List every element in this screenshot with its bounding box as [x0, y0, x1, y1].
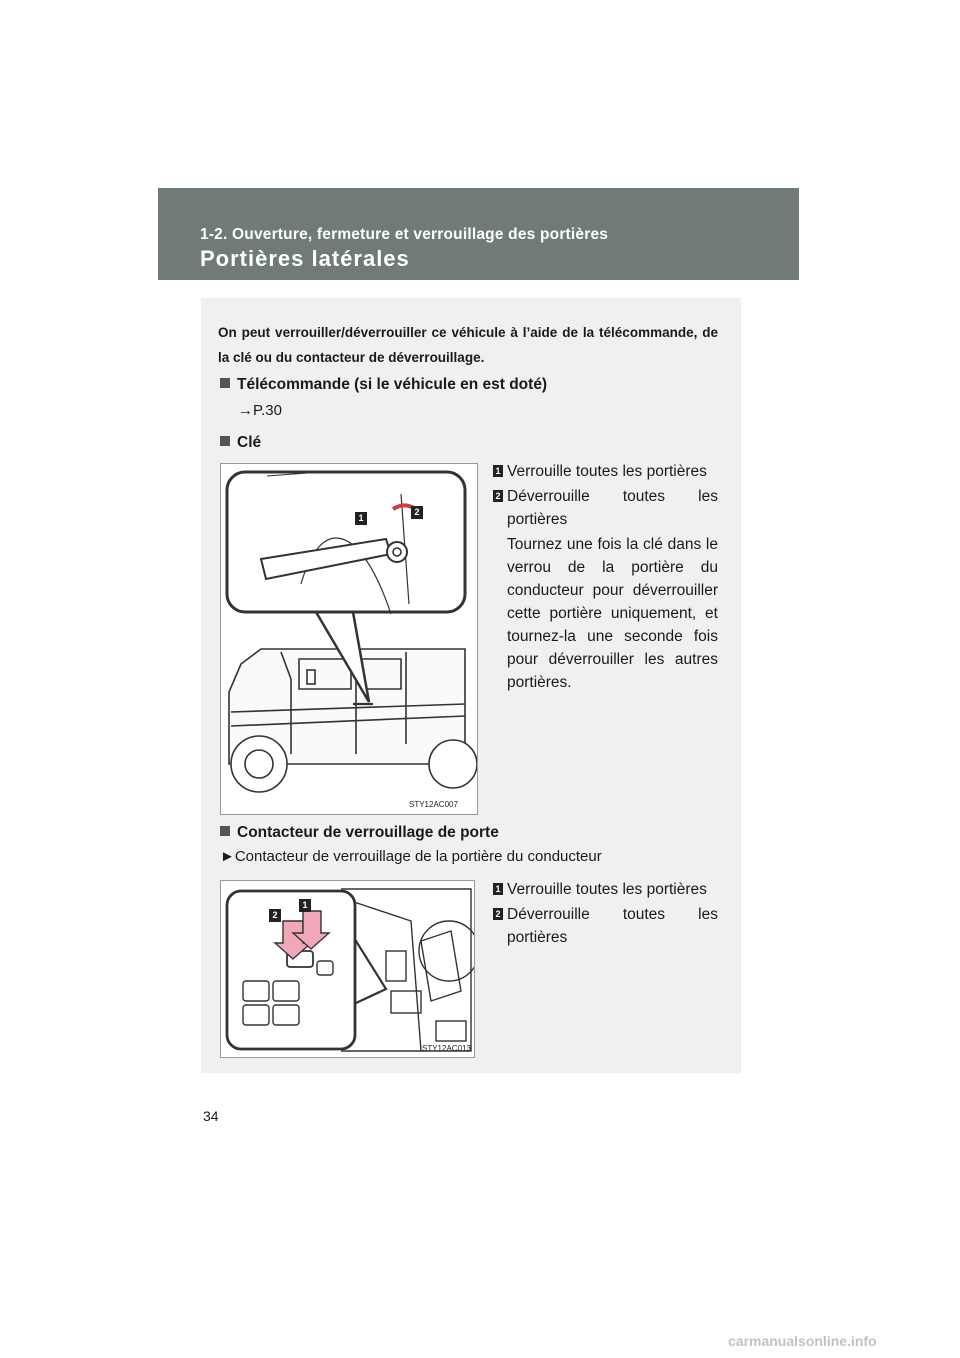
switch-illustration	[221, 881, 474, 1057]
remote-heading	[220, 376, 547, 394]
key-figure	[220, 463, 478, 815]
key-illustration	[221, 464, 477, 814]
remote-heading-text: Télécommande (si le véhicule en est doté)	[237, 376, 548, 393]
callout-2: 2	[411, 506, 423, 519]
page-reference: →P.30	[238, 402, 282, 419]
switch-heading	[220, 824, 499, 842]
content-panel	[201, 298, 741, 1073]
intro-text: On peut verrouiller/déverrouiller ce véhicule à l’aide de la télécommande, de la clé ou du contacteur de déverrouillage.	[218, 325, 718, 365]
item-text: Déverrouille toutes les portières	[507, 906, 718, 946]
square-bullet-icon	[220, 378, 230, 388]
figure-code: STY12AC013	[422, 1044, 471, 1053]
section-title: 1-2. Ouverture, fermeture et verrouillage des portières	[200, 226, 609, 243]
list-item	[493, 485, 718, 531]
square-bullet-icon	[220, 436, 230, 446]
callout-1: 1	[355, 512, 367, 525]
number-badge: 1	[493, 465, 503, 477]
key-items	[493, 460, 718, 694]
list-item	[493, 903, 718, 949]
watermark: carmanualsonline.info	[728, 1333, 877, 1349]
list-item	[493, 878, 718, 901]
page-number: 34	[203, 1108, 219, 1124]
number-badge: 2	[493, 490, 503, 502]
figure-code: STY12AC007	[409, 800, 458, 809]
page-title: Portières latérales	[200, 246, 410, 271]
key-heading-text: Clé	[237, 434, 262, 451]
square-bullet-icon	[220, 826, 230, 836]
number-badge: 1	[493, 883, 503, 895]
item-text: Verrouille toutes les portières	[507, 463, 707, 480]
callout-1: 1	[299, 899, 311, 912]
switch-items	[493, 878, 718, 949]
number-badge: 2	[493, 908, 503, 920]
switch-subheading: ►Contacteur de verrouillage de la portière du conducteur	[220, 848, 602, 865]
key-note: Tournez une fois la clé dans le verrou de la portière du conducteur pour déverrouiller cette portière uniquement, et tournez-la une seconde fois pour déverrouiller les autres portières.	[507, 536, 718, 691]
switch-heading-text: Contacteur de verrouillage de porte	[237, 824, 499, 841]
switch-figure	[220, 880, 475, 1058]
key-heading	[220, 434, 261, 452]
item-text: Déverrouille toutes les portières	[507, 488, 718, 528]
item-text: Verrouille toutes les portières	[507, 881, 707, 898]
chapter-header	[158, 188, 799, 280]
callout-2: 2	[269, 909, 281, 922]
list-item	[493, 460, 718, 483]
